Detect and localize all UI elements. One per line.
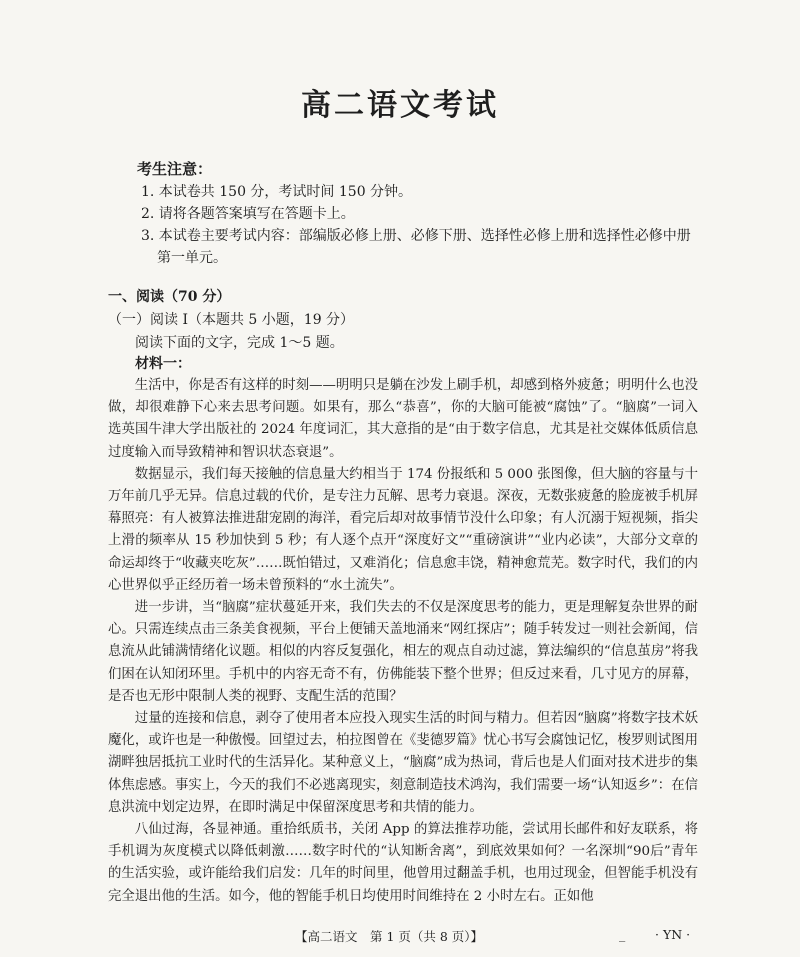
passage-paragraph-5: 八仙过海，各显神通。重拾纸质书，关闭 App 的算法推荐功能，尝试用长邮件和好友联系，将手机调为灰度模式以降低刺激……数字时代的“认知断舍离”，到底效果如何？一名深圳“90后”青年的生活实验，或许能给我们启发：几年的时间里，他曾用过翻盖手机，也用过现金，但智能手机没有完全退出他的生活。如今，他的智能手机日均使用时间维持在 2 小时左右。正如他 xyxy=(108,822,698,904)
notice-item-3-continued: 第一单元。 xyxy=(157,250,227,266)
passage-paragraph-2: 数据显示，我们每天接触的信息量大约相当于 174 份报纸和 5 000 张图像，但大脑的容量与十万年前几乎无异。信息过载的代价，是专注力瓦解、思考力衰退。深夜，无数张疲惫的脸庞被手机屏幕照亮：有人被算法推进甜宠剧的海洋，看完后却对故事情节没什么印象；有人沉溺于短视频，指尖上滑的频率从 15 秒加快到 5 秒；有人逐个点开“深度好文”“重磅演讲”“业内必读”，大部分文章的命运却终于“收藏夹吃灰”……既怕错过，又难消化；信息愈丰饶，精神愈荒芜。数字时代，我们的内心世界似乎正经历着一场未曾预料的“水土流失”。 xyxy=(108,466,698,593)
reading-instruction: 阅读下面的文字，完成 1～5 题。 xyxy=(135,335,344,351)
footer-page-label: 【高二语文 第 1 页（共 8 页）】 xyxy=(295,929,484,944)
notice-heading: 考生注意： xyxy=(137,160,213,178)
candidate-notice xyxy=(137,158,717,269)
sub-section-title: （一）阅读 Ⅰ（本题共 5 小题，19 分） xyxy=(108,312,355,328)
notice-item-3: 3. 本试卷主要考试内容：部编版必修上册、必修下册、选择性必修上册和选择性必修中册 xyxy=(141,228,691,244)
passage-paragraph-4: 过量的连接和信息，剥夺了使用者本应投入现实生活的时间与精力。但若因“脑腐”将数字技术妖魔化，或许也是一种傲慢。回望过去，柏拉图曾在《斐德罗篇》忧心书写会腐蚀记忆，梭罗则试图用湖畔独居抵抗工业时代的生活异化。某种意义上，“脑腐”成为热词，背后也是人们面对技术进步的集体焦虑感。事实上，今天的我们不必逃离现实，刻意制造技术鸿沟，我们需要一场“认知返乡”：在信息洪流中划定边界，在即时满足中保留深度思考和共情的能力。 xyxy=(108,711,698,815)
part-title: 一、阅读（70 分） xyxy=(108,289,231,305)
passage-paragraph-1: 生活中，你是否有这样的时刻——明明只是躺在沙发上刷手机，却感到格外疲惫；明明什么也没做，却很难静下心来去思考问题。如果有，那么“恭喜”，你的大脑可能被“腐蚀”了。“脑腐”一词入选英国牛津大学出版社的 2024 年度词汇，其大意指的是“由于数字信息，尤其是社交媒体低质信息过度输入而导致精神和智识状态衰退”。 xyxy=(108,378,698,460)
exam-title: 高二语文考试 xyxy=(301,88,499,123)
reading-passage xyxy=(108,375,698,908)
passage-paragraph-3: 进一步讲，当“脑腐”症状蔓延开来，我们失去的不仅是深度思考的能力，更是理解复杂世界的耐心。只需连续点击三条美食视频，平台上便铺天盖地涌来“网红探店”；随手转发过一则社会新闻，信息流从此铺满情绪化议题。相似的内容反复强化，相左的观点自动过滤，算法编织的“信息茧房”将我们困在认知闭环里。手机中的内容无奇不有，仿佛能装下整个世界；但反过来看，几寸见方的屏幕，是否也无形中限制人类的视野、支配生活的范围？ xyxy=(108,600,698,704)
footer-code: · YN · xyxy=(655,927,691,942)
material-label: 材料一： xyxy=(135,356,191,372)
footer-mark: _ xyxy=(619,927,626,942)
notice-item-2: 2. 请将各题答案填写在答题卡上。 xyxy=(141,206,355,222)
page-footer xyxy=(0,927,800,947)
notice-item-1: 1. 本试卷共 150 分，考试时间 150 分钟。 xyxy=(141,184,413,200)
